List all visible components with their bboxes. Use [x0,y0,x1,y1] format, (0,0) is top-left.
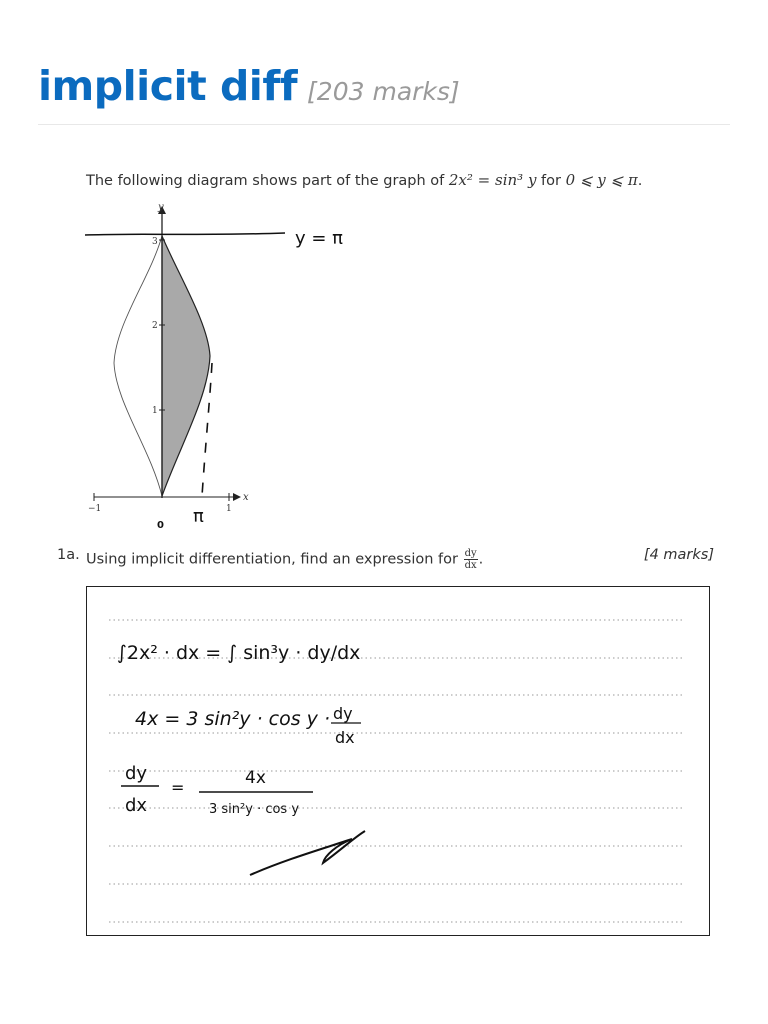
page-header [38,62,730,110]
answer-line-2: 4x = 3 sin²y · cos y · [135,708,330,730]
intro-prefix: The following diagram shows part of the graph of [86,173,445,189]
function-graph [80,198,360,533]
answer-line-3-lhs-dy: dy [125,763,148,784]
left-curve [114,236,162,496]
handwritten-pi: π [193,506,204,527]
x-axis-arrow [233,493,241,501]
answer-line-2-dx: dx [335,728,355,747]
answer-line-3-den: 3 sin²y · cos y [209,802,300,817]
question-text [86,548,483,571]
intro-range: 0 ⩽ y ⩽ π [565,171,638,189]
answer-lines [87,587,709,935]
x-tick-label-1: 1 [226,504,232,514]
answer-line-1: ∫2x² · dx = ∫ sin³y · dy/dx [117,642,361,664]
x-tick-label-neg1: −1 [88,504,102,514]
handwritten-line-label: y = π [295,228,344,249]
total-marks: [203 marks] [307,77,460,106]
y-tick-label-1: 1 [152,406,158,416]
header-divider [38,124,730,125]
y-tick-label-2: 2 [152,321,158,331]
intro-suffix: . [637,173,643,189]
intro-middle: for [541,173,561,189]
question-prompt: Using implicit differentiation, find an expression for [86,551,458,568]
question-end: . [478,551,484,568]
answer-line-3-num: 4x [245,768,266,788]
y-axis-label: y [158,202,164,213]
page-title: implicit diff [38,62,298,110]
intro-text [86,171,642,189]
handwritten-zero: 0 [157,520,164,531]
answer-line-2-dy: dy [333,704,353,723]
question-number: 1a. [57,547,80,563]
answer-line-3-equals: = [171,778,185,797]
derivative-fraction [464,548,478,571]
x-axis-label: x [243,492,249,503]
y-tick-label-3: 3 [152,237,158,247]
answer-box[interactable] [86,586,710,936]
answer-line-3-lhs-dx: dx [125,795,148,816]
fraction-numerator: dy [464,548,477,559]
intro-equation: 2x² = sin³ y [448,171,537,189]
fraction-denominator: dx [464,560,477,571]
question-marks: [4 marks] [643,547,714,563]
handwritten-checkmark [250,831,365,875]
handwritten-line-y-pi [85,233,285,235]
shaded-region [162,236,210,496]
